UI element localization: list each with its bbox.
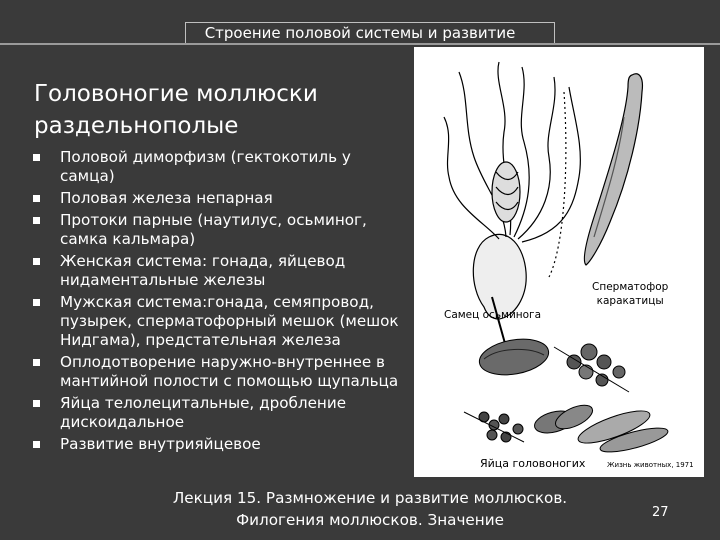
slide-header — [0, 0, 720, 46]
cephalopod-illustration — [414, 47, 704, 477]
bullet-square-icon — [33, 441, 40, 448]
header-title: Строение половой системы и развитие — [204, 24, 516, 42]
caption-eggs: Яйца головоногих — [480, 457, 586, 470]
bullet-square-icon — [33, 258, 40, 265]
illustration-panel — [414, 47, 704, 477]
bullet-item: Женская система: гонада, яйцевод нидаментальные железы — [30, 252, 410, 290]
bullet-square-icon — [33, 217, 40, 224]
bullet-item: Оплодотворение наружно-внутреннее в мантийной полости с помощью щупальца — [30, 353, 410, 391]
caption-male-octopus: Самец осьминога — [444, 309, 542, 321]
bullet-square-icon — [33, 195, 40, 202]
bullet-item: Развитие внутрияйцевое — [30, 435, 410, 454]
bullet-item: Половой диморфизм (гектокотиль у самца) — [30, 148, 410, 186]
egg-cluster-drawing — [464, 334, 670, 457]
bullet-list — [30, 148, 410, 457]
caption-spermatophore: Сперматофор каракатицы — [592, 281, 669, 307]
bullet-item: Мужская система:гонада, семяпровод, пузырек, сперматофорный мешок (мешок Нидгама), предстательная железа — [30, 293, 410, 350]
bullet-square-icon — [33, 400, 40, 407]
bullet-item: Яйца телолецитальные, дробление дискоидальное — [30, 394, 410, 432]
slide-title — [34, 78, 414, 142]
bullet-square-icon — [33, 154, 40, 161]
bullet-item: Половая железа непарная — [30, 189, 410, 208]
bullet-square-icon — [33, 299, 40, 306]
bullet-item: Протоки парные (наутилус, осьминог, самка кальмара) — [30, 211, 410, 249]
bullet-square-icon — [33, 359, 40, 366]
slide-number: 27 — [652, 505, 669, 520]
header-divider — [0, 43, 720, 45]
footer-line1: Лекция 15. Размножение и развитие моллюсков. — [172, 489, 568, 507]
spermatophore-drawing — [584, 74, 642, 265]
slide-footer — [140, 487, 600, 531]
caption-source: Жизнь животных, 1971 — [607, 461, 694, 469]
slide-title-line1: Головоногие моллюски — [34, 81, 318, 107]
octopus-drawing — [444, 62, 580, 347]
slide-title-line2: раздельнополые — [34, 113, 239, 139]
footer-line2: Филогения моллюсков. Значение — [236, 511, 504, 529]
